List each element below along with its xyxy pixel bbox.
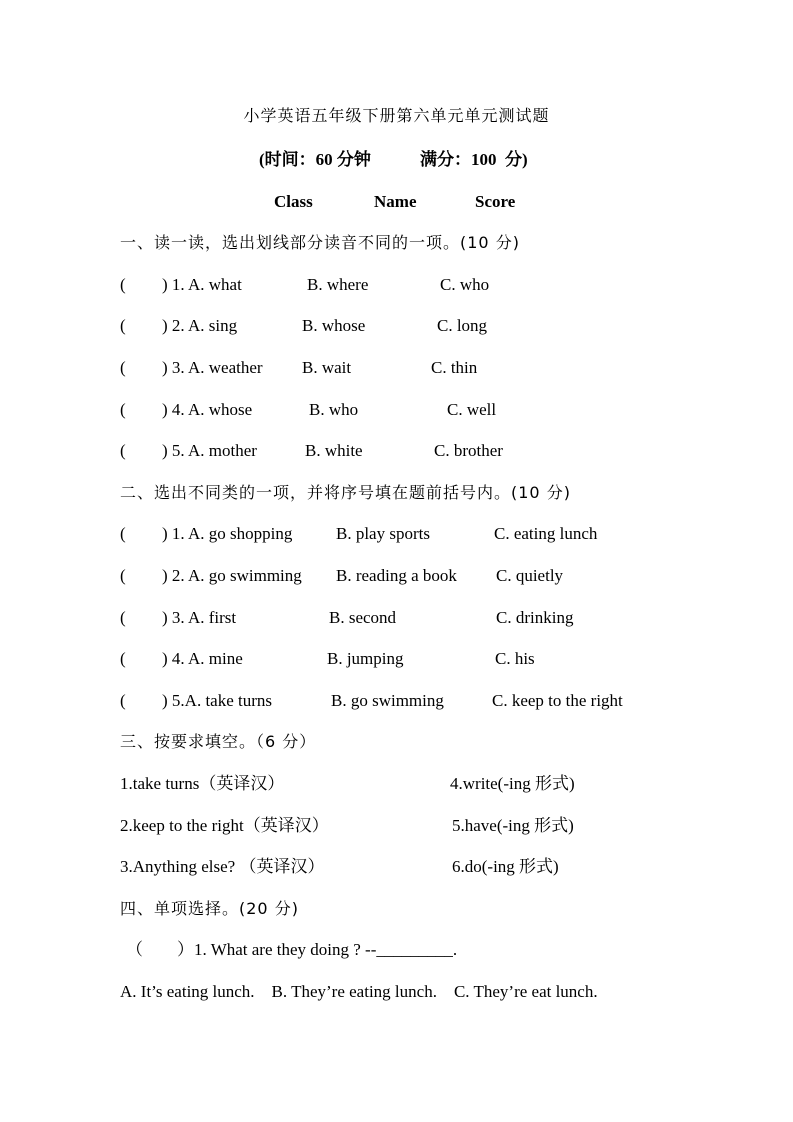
score-label: Score	[475, 192, 516, 211]
question-option-c: C. eating lunch	[494, 524, 598, 543]
page-title: 小学英语五年级下册第六单元单元测试题	[243, 106, 550, 125]
fill-item: 5.have(-ing 形式)	[452, 816, 574, 835]
answer-paren: （	[126, 940, 143, 959]
question-option-b: B. second	[329, 608, 397, 627]
question-option-b: B. who	[309, 400, 359, 419]
answer-paren: (	[120, 441, 126, 460]
class-label: Class	[274, 192, 313, 211]
question-option-c: C. well	[447, 400, 497, 419]
full-score: 满分：100 分)	[420, 150, 528, 169]
question-options: A. It’s eating lunch. B. They’re eating lunch. C. They’re eat lunch.	[120, 982, 598, 1001]
question-option-c: C. who	[440, 275, 490, 294]
answer-paren: (	[120, 358, 126, 377]
question-option-b: B. whose	[302, 316, 366, 335]
answer-paren: (	[120, 649, 126, 668]
question-option-a: ) 3. A. first	[162, 608, 237, 627]
section-heading: 三、按要求填空。（6 分）	[120, 732, 317, 751]
fill-item: 1.take turns（英译汉）	[120, 774, 285, 793]
fill-item: 4.write(-ing 形式)	[450, 774, 575, 793]
question-option-a: ) 4. A. whose	[162, 400, 253, 419]
answer-paren: (	[120, 400, 126, 419]
question-option-a: ) 1. A. go shopping	[162, 524, 293, 543]
question-option-b: B. reading a book	[336, 566, 457, 585]
question-option-a: ) 5. A. mother	[162, 441, 257, 460]
question-option-b: B. play sports	[336, 524, 430, 543]
question-option-c: C. thin	[431, 358, 478, 377]
question-option-c: C. keep to the right	[492, 691, 623, 710]
fill-item: 3.Anything else? （英译汉）	[120, 857, 325, 876]
question-option-c: C. quietly	[496, 566, 564, 585]
question-option-c: C. long	[437, 316, 488, 335]
question-option-c: C. brother	[434, 441, 503, 460]
answer-paren: (	[120, 608, 126, 627]
question-option-b: B. wait	[302, 358, 352, 377]
answer-paren: (	[120, 316, 126, 335]
question-option-a: ) 5.A. take turns	[162, 691, 273, 710]
section-heading: 二、选出不同类的一项，并将序号填在题前括号内。(10 分)	[120, 483, 571, 502]
question-option-b: B. jumping	[327, 649, 404, 668]
question-option-a: ) 1. A. what	[162, 275, 242, 294]
question-option-a: ) 2. A. go swimming	[162, 566, 302, 585]
fill-item: 2.keep to the right（英译汉）	[120, 816, 329, 835]
question-option-a: ) 4. A. mine	[162, 649, 243, 668]
name-label: Name	[374, 192, 417, 211]
question-option-a: ) 2. A. sing	[162, 316, 238, 335]
question-option-c: C. drinking	[496, 608, 574, 627]
question-option-b: B. white	[305, 441, 363, 460]
question-option-c: C. his	[495, 649, 535, 668]
answer-paren: (	[120, 524, 126, 543]
answer-paren: (	[120, 691, 126, 710]
fill-item: 6.do(-ing 形式)	[452, 857, 559, 876]
question-option-b: B. where	[307, 275, 369, 294]
question-option-b: B. go swimming	[331, 691, 444, 710]
section-heading: 一、读一读，选出划线部分读音不同的一项。(10 分)	[120, 233, 520, 252]
time-limit: (时间：60 分钟	[259, 150, 371, 169]
answer-paren: (	[120, 275, 126, 294]
question-option-a: ) 3. A. weather	[162, 358, 263, 377]
question-text: ）1. What are they doing ? --_________.	[177, 940, 458, 959]
section-heading: 四、单项选择。(20 分)	[120, 899, 299, 918]
answer-paren: (	[120, 566, 126, 585]
